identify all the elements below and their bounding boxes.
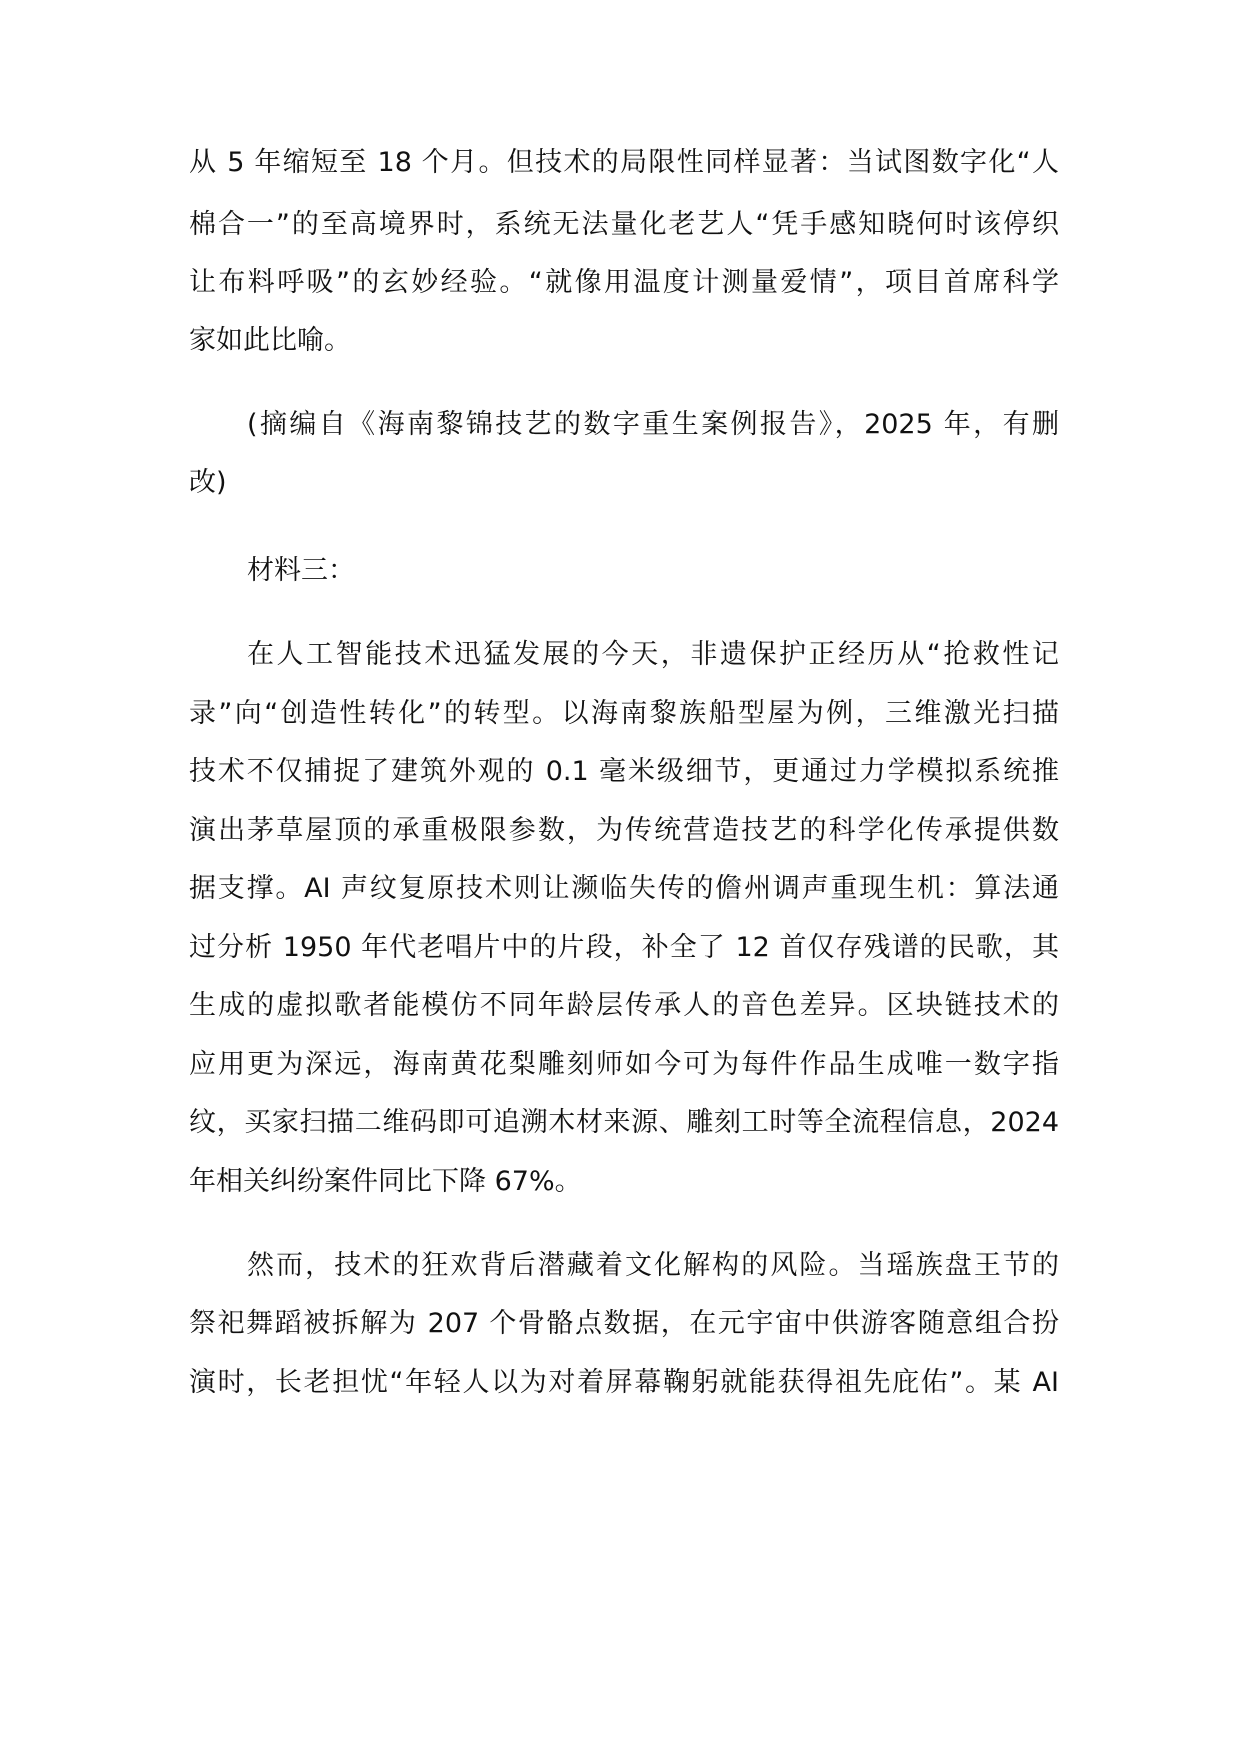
text-line: 纹，买家扫描二维码即可追溯木材来源、雕刻工时等全流程信息，2024 <box>189 1107 1059 1138</box>
text-line: 演时，长老担忧“年轻人以为对着屏幕鞠躬就能获得祖先庇佑”。某 AI <box>189 1367 1059 1398</box>
text-line: 技术不仅捕捉了建筑外观的 0.1 毫米级细节，更通过力学模拟系统推 <box>189 756 1059 787</box>
text-line: 应用更为深远，海南黄花梨雕刻师如今可为每件作品生成唯一数字指 <box>189 1049 1059 1080</box>
section-heading: 材料三： <box>247 555 355 586</box>
text-line: 录”向“创造性转化”的转型。以海南黎族船型屋为例，三维激光扫描 <box>189 698 1059 729</box>
source-citation-line: (摘编自《海南黎锦技艺的数字重生案例报告》，2025 年，有删 <box>247 409 1059 440</box>
text-line: 生成的虚拟歌者能模仿不同年龄层传承人的音色差异。区块链技术的 <box>189 990 1059 1021</box>
text-line: 祭祀舞蹈被拆解为 207 个骨骼点数据，在元宇宙中供游客随意组合扮 <box>189 1308 1059 1339</box>
text-line: 从 5 年缩短至 18 个月。但技术的局限性同样显著：当试图数字化“人 <box>189 147 1059 178</box>
text-line: 在人工智能技术迅猛发展的今天，非遗保护正经历从“抢救性记 <box>247 639 1059 670</box>
text-line: 让布料呼吸”的玄妙经验。“就像用温度计测量爱情”，项目首席科学 <box>189 267 1059 298</box>
text-line: 据支撑。AI 声纹复原技术则让濒临失传的儋州调声重现生机：算法通 <box>189 873 1059 904</box>
text-line: 过分析 1950 年代老唱片中的片段，补全了 12 首仅存残谱的民歌，其 <box>189 932 1059 963</box>
text-line: 家如此比喻。 <box>189 325 351 356</box>
text-line: 演出茅草屋顶的承重极限参数，为传统营造技艺的科学化传承提供数 <box>189 815 1059 846</box>
text-line: 年相关纠纷案件同比下降 67%。 <box>189 1166 582 1197</box>
source-citation-line: 改) <box>189 467 227 498</box>
text-line: 棉合一”的至高境界时，系统无法量化老艺人“凭手感知晓何时该停织 <box>189 209 1059 240</box>
text-line: 然而，技术的狂欢背后潜藏着文化解构的风险。当瑶族盘王节的 <box>247 1250 1059 1281</box>
